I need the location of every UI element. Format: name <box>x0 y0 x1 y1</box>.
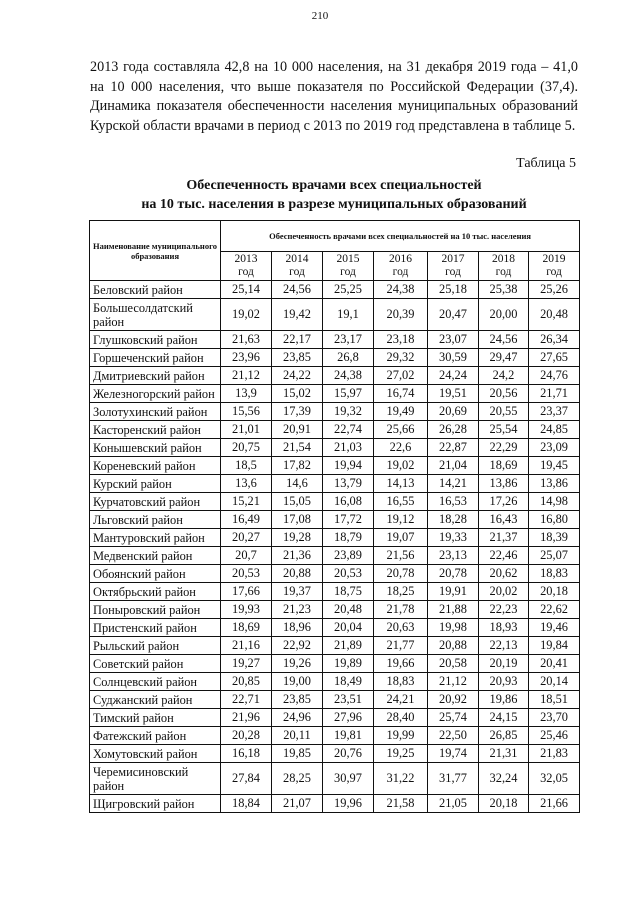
value-cell: 22,92 <box>272 637 323 655</box>
table-label: Таблица 5 <box>516 156 576 171</box>
table-body <box>90 281 580 813</box>
year-unit: год <box>340 266 356 278</box>
value-cell: 19,02 <box>374 457 428 475</box>
value-cell: 14,6 <box>272 475 323 493</box>
table-row <box>90 299 580 331</box>
table-row <box>90 421 580 439</box>
municipality-name: Дмитриевский район <box>90 367 221 385</box>
table-row <box>90 493 580 511</box>
value-cell: 23,96 <box>221 349 272 367</box>
value-cell: 24,56 <box>272 281 323 299</box>
value-cell: 13,9 <box>221 385 272 403</box>
value-cell: 26,34 <box>529 331 580 349</box>
value-cell: 25,54 <box>479 421 529 439</box>
value-cell: 20,78 <box>428 565 479 583</box>
year-value: 2014 <box>285 253 309 265</box>
value-cell: 20,53 <box>221 565 272 583</box>
value-cell: 29,32 <box>374 349 428 367</box>
value-cell: 23,13 <box>428 547 479 565</box>
year-header-2018 <box>479 252 529 281</box>
table-row <box>90 331 580 349</box>
value-cell: 19,74 <box>428 745 479 763</box>
value-cell: 24,21 <box>374 691 428 709</box>
value-cell: 19,1 <box>323 299 374 331</box>
page-number: 210 <box>311 10 329 22</box>
year-value: 2018 <box>492 253 515 265</box>
value-cell: 25,38 <box>479 281 529 299</box>
value-cell: 24,85 <box>529 421 580 439</box>
value-cell: 19,46 <box>529 619 580 637</box>
table-title-line-2: на 10 тыс. населения в разрезе муниципальных образований <box>141 197 527 212</box>
municipality-name: Фатежский район <box>90 727 221 745</box>
value-cell: 15,02 <box>272 385 323 403</box>
value-cell: 16,80 <box>529 511 580 529</box>
table-row <box>90 601 580 619</box>
value-cell: 25,25 <box>323 281 374 299</box>
value-cell: 20,92 <box>428 691 479 709</box>
intro-text: 2013 года составляла 42,8 на 10 000 населения, на 31 декабря 2019 года – 41,0 на 10 000 населения, что выше показателя по Российской Федерации (37,4). Динамика показателя обеспеченности населения муниципальных образований Курской области врачами в период с 2013 по 2019 год представлена в таблице 5. <box>90 59 578 134</box>
value-cell: 20,62 <box>479 565 529 583</box>
value-cell: 27,84 <box>221 763 272 795</box>
value-cell: 19,94 <box>323 457 374 475</box>
value-cell: 19,32 <box>323 403 374 421</box>
municipality-name: Солнцевский район <box>90 673 221 691</box>
value-cell: 20,7 <box>221 547 272 565</box>
value-cell: 25,46 <box>529 727 580 745</box>
value-cell: 15,97 <box>323 385 374 403</box>
table-row <box>90 763 580 795</box>
table-row <box>90 547 580 565</box>
value-cell: 22,6 <box>374 439 428 457</box>
value-cell: 20,55 <box>479 403 529 421</box>
year-header-2017 <box>428 252 479 281</box>
value-cell: 19,96 <box>323 795 374 813</box>
value-cell: 14,21 <box>428 475 479 493</box>
year-header-2013 <box>221 252 272 281</box>
value-cell: 21,37 <box>479 529 529 547</box>
value-cell: 19,86 <box>479 691 529 709</box>
table-row <box>90 281 580 299</box>
value-cell: 19,45 <box>529 457 580 475</box>
value-cell: 23,51 <box>323 691 374 709</box>
value-cell: 32,24 <box>479 763 529 795</box>
value-cell: 23,70 <box>529 709 580 727</box>
value-cell: 19,26 <box>272 655 323 673</box>
value-cell: 23,85 <box>272 349 323 367</box>
value-cell: 23,09 <box>529 439 580 457</box>
value-cell: 30,97 <box>323 763 374 795</box>
table-row <box>90 745 580 763</box>
table-row <box>90 439 580 457</box>
value-cell: 20,93 <box>479 673 529 691</box>
value-cell: 19,27 <box>221 655 272 673</box>
value-cell: 22,71 <box>221 691 272 709</box>
value-cell: 19,85 <box>272 745 323 763</box>
value-cell: 22,46 <box>479 547 529 565</box>
year-value: 2019 <box>542 253 566 265</box>
value-cell: 19,02 <box>221 299 272 331</box>
year-header-2014 <box>272 252 323 281</box>
municipality-name: Обоянский район <box>90 565 221 583</box>
value-cell: 26,8 <box>323 349 374 367</box>
value-cell: 25,74 <box>428 709 479 727</box>
value-cell: 32,05 <box>529 763 580 795</box>
value-cell: 13,6 <box>221 475 272 493</box>
municipality-name: Поныровский район <box>90 601 221 619</box>
value-cell: 21,88 <box>428 601 479 619</box>
year-value: 2017 <box>441 253 465 265</box>
value-cell: 19,93 <box>221 601 272 619</box>
table-row <box>90 349 580 367</box>
value-cell: 23,18 <box>374 331 428 349</box>
value-cell: 19,66 <box>374 655 428 673</box>
municipality-name: Суджанский район <box>90 691 221 709</box>
value-cell: 19,99 <box>374 727 428 745</box>
municipality-name: Хомутовский район <box>90 745 221 763</box>
table-row <box>90 709 580 727</box>
value-cell: 16,43 <box>479 511 529 529</box>
value-cell: 17,72 <box>323 511 374 529</box>
municipality-name: Большесолдатский район <box>90 299 221 331</box>
table-row <box>90 637 580 655</box>
value-cell: 21,12 <box>221 367 272 385</box>
value-cell: 21,63 <box>221 331 272 349</box>
table-row <box>90 655 580 673</box>
name-column-header: Наименование муниципального образования <box>90 221 221 281</box>
value-cell: 21,16 <box>221 637 272 655</box>
value-cell: 20,14 <box>529 673 580 691</box>
value-cell: 16,74 <box>374 385 428 403</box>
value-cell: 19,25 <box>374 745 428 763</box>
value-cell: 13,86 <box>529 475 580 493</box>
value-cell: 19,91 <box>428 583 479 601</box>
municipality-name: Октябрьский район <box>90 583 221 601</box>
value-cell: 20,69 <box>428 403 479 421</box>
table-row <box>90 795 580 813</box>
year-unit: год <box>445 266 461 278</box>
table-row <box>90 457 580 475</box>
municipality-name: Тимский район <box>90 709 221 727</box>
value-cell: 15,21 <box>221 493 272 511</box>
value-cell: 18,28 <box>428 511 479 529</box>
value-cell: 18,51 <box>529 691 580 709</box>
value-cell: 20,53 <box>323 565 374 583</box>
value-cell: 20,18 <box>479 795 529 813</box>
municipality-name: Касторенский район <box>90 421 221 439</box>
municipality-name: Черемисиновский район <box>90 763 221 795</box>
table-row <box>90 403 580 421</box>
value-cell: 19,49 <box>374 403 428 421</box>
value-cell: 17,66 <box>221 583 272 601</box>
municipality-name: Курский район <box>90 475 221 493</box>
value-cell: 21,07 <box>272 795 323 813</box>
value-cell: 19,42 <box>272 299 323 331</box>
value-cell: 13,86 <box>479 475 529 493</box>
value-cell: 21,01 <box>221 421 272 439</box>
group-column-header: Обеспеченность врачами всех специальностей на 10 тыс. населения <box>221 221 580 252</box>
value-cell: 20,27 <box>221 529 272 547</box>
year-header-2015 <box>323 252 374 281</box>
municipality-name: Пристенский район <box>90 619 221 637</box>
value-cell: 21,23 <box>272 601 323 619</box>
table-row <box>90 727 580 745</box>
value-cell: 17,39 <box>272 403 323 421</box>
value-cell: 21,36 <box>272 547 323 565</box>
table-row <box>90 691 580 709</box>
value-cell: 24,15 <box>479 709 529 727</box>
value-cell: 21,31 <box>479 745 529 763</box>
value-cell: 23,07 <box>428 331 479 349</box>
value-cell: 21,04 <box>428 457 479 475</box>
municipality-name: Глушковский район <box>90 331 221 349</box>
value-cell: 18,84 <box>221 795 272 813</box>
value-cell: 25,26 <box>529 281 580 299</box>
table-row <box>90 583 580 601</box>
value-cell: 28,40 <box>374 709 428 727</box>
value-cell: 20,18 <box>529 583 580 601</box>
municipality-name: Рыльский район <box>90 637 221 655</box>
municipality-name: Советский район <box>90 655 221 673</box>
value-cell: 20,56 <box>479 385 529 403</box>
value-cell: 21,58 <box>374 795 428 813</box>
value-cell: 17,82 <box>272 457 323 475</box>
value-cell: 21,66 <box>529 795 580 813</box>
value-cell: 20,85 <box>221 673 272 691</box>
value-cell: 21,05 <box>428 795 479 813</box>
value-cell: 14,13 <box>374 475 428 493</box>
value-cell: 19,37 <box>272 583 323 601</box>
value-cell: 20,48 <box>529 299 580 331</box>
value-cell: 18,25 <box>374 583 428 601</box>
year-unit: год <box>289 266 305 278</box>
value-cell: 20,39 <box>374 299 428 331</box>
value-cell: 15,05 <box>272 493 323 511</box>
year-unit: год <box>546 266 562 278</box>
value-cell: 14,98 <box>529 493 580 511</box>
doctors-table <box>89 220 580 813</box>
value-cell: 19,28 <box>272 529 323 547</box>
year-header-2019 <box>529 252 580 281</box>
value-cell: 27,96 <box>323 709 374 727</box>
value-cell: 27,02 <box>374 367 428 385</box>
value-cell: 19,89 <box>323 655 374 673</box>
municipality-name: Золотухинский район <box>90 403 221 421</box>
value-cell: 18,83 <box>374 673 428 691</box>
municipality-name: Медвенский район <box>90 547 221 565</box>
value-cell: 22,13 <box>479 637 529 655</box>
table-title-line-1: Обеспеченность врачами всех специальностей <box>186 178 482 193</box>
value-cell: 19,51 <box>428 385 479 403</box>
table-row <box>90 673 580 691</box>
table-row <box>90 367 580 385</box>
value-cell: 22,23 <box>479 601 529 619</box>
value-cell: 20,76 <box>323 745 374 763</box>
value-cell: 25,07 <box>529 547 580 565</box>
value-cell: 16,18 <box>221 745 272 763</box>
value-cell: 20,48 <box>323 601 374 619</box>
value-cell: 28,25 <box>272 763 323 795</box>
value-cell: 24,24 <box>428 367 479 385</box>
value-cell: 20,88 <box>272 565 323 583</box>
table-row <box>90 385 580 403</box>
value-cell: 24,38 <box>323 367 374 385</box>
year-unit: год <box>392 266 409 278</box>
year-unit: год <box>495 266 512 278</box>
value-cell: 31,77 <box>428 763 479 795</box>
value-cell: 20,41 <box>529 655 580 673</box>
value-cell: 18,93 <box>479 619 529 637</box>
value-cell: 20,47 <box>428 299 479 331</box>
value-cell: 24,22 <box>272 367 323 385</box>
value-cell: 21,54 <box>272 439 323 457</box>
table-row <box>90 475 580 493</box>
value-cell: 21,12 <box>428 673 479 691</box>
municipality-name: Кореневский район <box>90 457 221 475</box>
value-cell: 16,08 <box>323 493 374 511</box>
municipality-name: Горшеченский район <box>90 349 221 367</box>
value-cell: 20,63 <box>374 619 428 637</box>
value-cell: 16,49 <box>221 511 272 529</box>
table-title <box>90 176 578 214</box>
value-cell: 16,53 <box>428 493 479 511</box>
value-cell: 18,79 <box>323 529 374 547</box>
year-header-2016 <box>374 252 428 281</box>
value-cell: 18,69 <box>479 457 529 475</box>
value-cell: 22,74 <box>323 421 374 439</box>
year-unit: год <box>238 266 254 278</box>
value-cell: 19,00 <box>272 673 323 691</box>
value-cell: 17,26 <box>479 493 529 511</box>
municipality-name: Льговский район <box>90 511 221 529</box>
municipality-name: Железногорский район <box>90 385 221 403</box>
value-cell: 20,88 <box>428 637 479 655</box>
value-cell: 22,62 <box>529 601 580 619</box>
value-cell: 21,03 <box>323 439 374 457</box>
value-cell: 24,56 <box>479 331 529 349</box>
year-value: 2016 <box>389 253 412 265</box>
value-cell: 25,18 <box>428 281 479 299</box>
value-cell: 17,08 <box>272 511 323 529</box>
value-cell: 20,28 <box>221 727 272 745</box>
value-cell: 18,69 <box>221 619 272 637</box>
municipality-name: Мантуровский район <box>90 529 221 547</box>
value-cell: 19,81 <box>323 727 374 745</box>
value-cell: 23,17 <box>323 331 374 349</box>
value-cell: 24,38 <box>374 281 428 299</box>
value-cell: 19,07 <box>374 529 428 547</box>
municipality-name: Конышевский район <box>90 439 221 457</box>
value-cell: 18,5 <box>221 457 272 475</box>
value-cell: 30,59 <box>428 349 479 367</box>
value-cell: 16,55 <box>374 493 428 511</box>
value-cell: 26,28 <box>428 421 479 439</box>
year-value: 2013 <box>234 253 258 265</box>
value-cell: 21,96 <box>221 709 272 727</box>
value-cell: 20,19 <box>479 655 529 673</box>
year-value: 2015 <box>336 253 360 265</box>
value-cell: 22,87 <box>428 439 479 457</box>
value-cell: 23,89 <box>323 547 374 565</box>
value-cell: 25,66 <box>374 421 428 439</box>
value-cell: 29,47 <box>479 349 529 367</box>
value-cell: 20,75 <box>221 439 272 457</box>
value-cell: 20,00 <box>479 299 529 331</box>
municipality-name: Щигровский район <box>90 795 221 813</box>
value-cell: 21,71 <box>529 385 580 403</box>
value-cell: 24,76 <box>529 367 580 385</box>
value-cell: 15,56 <box>221 403 272 421</box>
value-cell: 20,91 <box>272 421 323 439</box>
value-cell: 21,77 <box>374 637 428 655</box>
value-cell: 20,78 <box>374 565 428 583</box>
value-cell: 18,96 <box>272 619 323 637</box>
value-cell: 19,84 <box>529 637 580 655</box>
value-cell: 21,83 <box>529 745 580 763</box>
table-row <box>90 529 580 547</box>
value-cell: 24,96 <box>272 709 323 727</box>
table-row <box>90 511 580 529</box>
municipality-name: Беловский район <box>90 281 221 299</box>
value-cell: 22,17 <box>272 331 323 349</box>
value-cell: 23,85 <box>272 691 323 709</box>
value-cell: 20,58 <box>428 655 479 673</box>
value-cell: 18,49 <box>323 673 374 691</box>
value-cell: 31,22 <box>374 763 428 795</box>
value-cell: 20,04 <box>323 619 374 637</box>
table-row <box>90 565 580 583</box>
value-cell: 18,39 <box>529 529 580 547</box>
intro-paragraph <box>90 58 578 136</box>
value-cell: 27,65 <box>529 349 580 367</box>
value-cell: 20,02 <box>479 583 529 601</box>
value-cell: 19,98 <box>428 619 479 637</box>
value-cell: 25,14 <box>221 281 272 299</box>
value-cell: 18,75 <box>323 583 374 601</box>
value-cell: 20,11 <box>272 727 323 745</box>
value-cell: 21,56 <box>374 547 428 565</box>
value-cell: 13,79 <box>323 475 374 493</box>
value-cell: 19,12 <box>374 511 428 529</box>
value-cell: 22,29 <box>479 439 529 457</box>
municipality-name: Курчатовский район <box>90 493 221 511</box>
value-cell: 21,89 <box>323 637 374 655</box>
value-cell: 22,50 <box>428 727 479 745</box>
value-cell: 21,78 <box>374 601 428 619</box>
value-cell: 23,37 <box>529 403 580 421</box>
value-cell: 26,85 <box>479 727 529 745</box>
table-row <box>90 619 580 637</box>
value-cell: 24,2 <box>479 367 529 385</box>
value-cell: 19,33 <box>428 529 479 547</box>
value-cell: 18,83 <box>529 565 580 583</box>
